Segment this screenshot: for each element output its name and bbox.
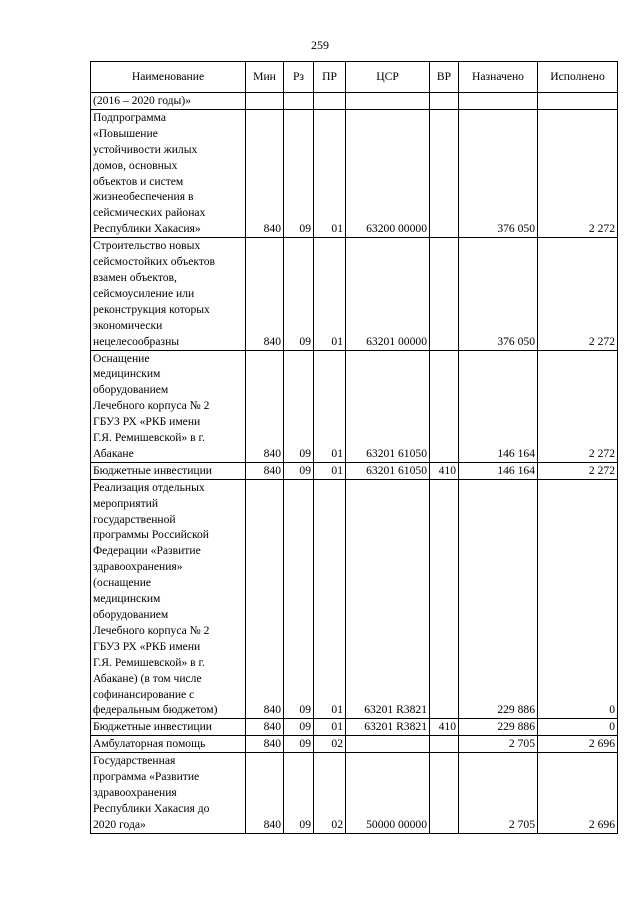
- table-row: [91, 462, 618, 479]
- row-name: Подпрограмма «Повышение устойчивости жилых домов, основных объектов и систем жизнеобеспечения в сейсмических районах Республики Хакасия»: [91, 109, 246, 237]
- table-row: [91, 753, 618, 834]
- row-csr: [346, 93, 430, 110]
- row-assigned: [459, 93, 538, 110]
- row-assigned: 146 164: [459, 350, 538, 462]
- row-executed: 2 272: [538, 350, 618, 462]
- row-name: Строительство новых сейсмостойких объектов взамен объектов, сейсмоусиление или реконструкция которых экономически нецелесообразны: [91, 238, 246, 350]
- header-name: Наименование: [91, 62, 246, 93]
- row-name: Оснащение медицинским оборудованием Лечебного корпуса № 2 ГБУЗ РХ «РКБ имени Г.Я. Ремишевской» в г. Абакане: [91, 350, 246, 462]
- header-vr: ВР: [430, 62, 459, 93]
- row-pr: [314, 93, 346, 110]
- row-vr: [430, 753, 459, 834]
- row-min: 840: [246, 753, 284, 834]
- row-executed: 2 272: [538, 238, 618, 350]
- header-pr: ПР: [314, 62, 346, 93]
- row-executed: 2 272: [538, 109, 618, 237]
- row-pr: 01: [314, 719, 346, 736]
- row-vr: [430, 479, 459, 719]
- row-vr: 410: [430, 462, 459, 479]
- row-csr: 63201 61050: [346, 350, 430, 462]
- row-csr: [346, 736, 430, 753]
- row-csr: 63201 61050: [346, 462, 430, 479]
- row-pr: 01: [314, 350, 346, 462]
- row-name: Реализация отдельных мероприятий государственной программы Российской Федерации «Развитие здравоохранения» (оснащение медицинским оборудованием Лечебного корпуса № 2 ГБУЗ РХ «РКБ имени Г.Я. Ремишевской» в г. Абакане) (в том числе софинансирование с федеральным бюджетом): [91, 479, 246, 719]
- row-vr: [430, 736, 459, 753]
- row-min: [246, 93, 284, 110]
- row-rz: [284, 93, 314, 110]
- row-csr: 50000 00000: [346, 753, 430, 834]
- row-min: 840: [246, 109, 284, 237]
- row-csr: 63200 00000: [346, 109, 430, 237]
- table-row: [91, 109, 618, 237]
- row-vr: 410: [430, 719, 459, 736]
- row-rz: 09: [284, 462, 314, 479]
- row-executed: 2 696: [538, 736, 618, 753]
- row-executed: 2 696: [538, 753, 618, 834]
- row-pr: 01: [314, 238, 346, 350]
- row-assigned: 376 050: [459, 238, 538, 350]
- row-csr: 63201 R3821: [346, 719, 430, 736]
- header-csr: ЦСР: [346, 62, 430, 93]
- row-assigned: 2 705: [459, 753, 538, 834]
- row-pr: 02: [314, 736, 346, 753]
- table-row: [91, 93, 618, 110]
- row-min: 840: [246, 462, 284, 479]
- row-executed: 0: [538, 479, 618, 719]
- table-row: [91, 719, 618, 736]
- row-vr: [430, 109, 459, 237]
- row-name: Бюджетные инвестиции: [91, 719, 246, 736]
- row-assigned: 376 050: [459, 109, 538, 237]
- row-pr: 01: [314, 109, 346, 237]
- row-assigned: 229 886: [459, 479, 538, 719]
- row-min: 840: [246, 479, 284, 719]
- row-rz: 09: [284, 350, 314, 462]
- row-rz: 09: [284, 109, 314, 237]
- table-row: [91, 479, 618, 719]
- table-row: [91, 238, 618, 350]
- row-min: 840: [246, 350, 284, 462]
- row-csr: 63201 R3821: [346, 479, 430, 719]
- row-rz: 09: [284, 719, 314, 736]
- row-vr: [430, 238, 459, 350]
- row-name: (2016 – 2020 годы)»: [91, 93, 246, 110]
- row-executed: 2 272: [538, 462, 618, 479]
- row-vr: [430, 350, 459, 462]
- row-pr: 02: [314, 753, 346, 834]
- row-assigned: 146 164: [459, 462, 538, 479]
- row-name: Амбулаторная помощь: [91, 736, 246, 753]
- row-vr: [430, 93, 459, 110]
- row-rz: 09: [284, 753, 314, 834]
- table-header-row: [91, 62, 618, 93]
- row-assigned: 229 886: [459, 719, 538, 736]
- row-csr: 63201 00000: [346, 238, 430, 350]
- row-pr: 01: [314, 462, 346, 479]
- row-min: 840: [246, 238, 284, 350]
- row-rz: 09: [284, 238, 314, 350]
- row-rz: 09: [284, 479, 314, 719]
- row-min: 840: [246, 736, 284, 753]
- row-assigned: 2 705: [459, 736, 538, 753]
- header-min: Мин: [246, 62, 284, 93]
- page-number: 259: [311, 38, 329, 52]
- budget-table: [90, 61, 618, 834]
- table-row: [91, 736, 618, 753]
- row-min: 840: [246, 719, 284, 736]
- header-rz: Рз: [284, 62, 314, 93]
- row-executed: [538, 93, 618, 110]
- table-row: [91, 350, 618, 462]
- header-executed: Исполнено: [538, 62, 618, 93]
- row-executed: 0: [538, 719, 618, 736]
- row-rz: 09: [284, 736, 314, 753]
- header-assigned: Назначено: [459, 62, 538, 93]
- row-pr: 01: [314, 479, 346, 719]
- row-name: Бюджетные инвестиции: [91, 462, 246, 479]
- row-name: Государственная программа «Развитие здравоохранения Республики Хакасия до 2020 года»: [91, 753, 246, 834]
